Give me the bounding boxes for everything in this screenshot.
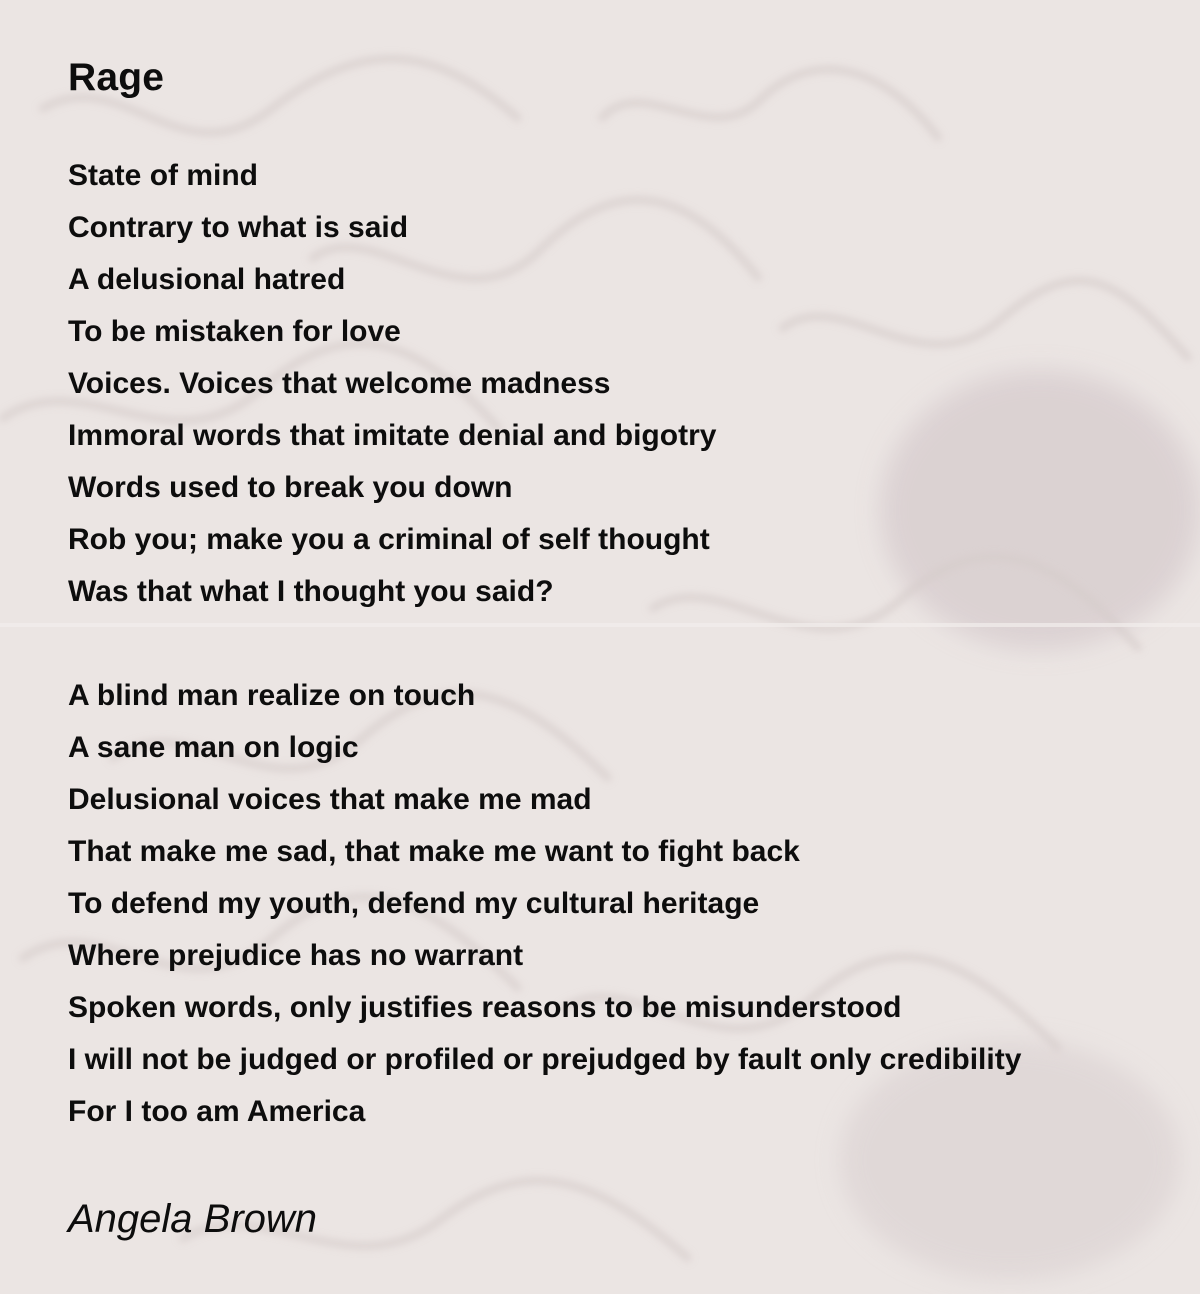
poem-line: To be mistaken for love — [68, 315, 401, 348]
stanza-1 — [68, 150, 716, 618]
poem-line: Delusional voices that make me mad — [68, 783, 592, 816]
poem-line: I will not be judged or profiled or prejudged by fault only credibility — [68, 1043, 1022, 1076]
poem-line: Words used to break you down — [68, 471, 513, 504]
poem-line: To defend my youth, defend my cultural heritage — [68, 887, 760, 920]
poem-line: A delusional hatred — [68, 263, 346, 296]
poem-line: Rob you; make you a criminal of self thought — [68, 523, 710, 556]
poem-line: Contrary to what is said — [68, 211, 409, 244]
poem-line: That make me sad, that make me want to fight back — [68, 835, 800, 868]
poem-line: State of mind — [68, 159, 259, 192]
poem-line: A blind man realize on touch — [68, 679, 476, 712]
poem-line: Spoken words, only justifies reasons to be misunderstood — [68, 991, 902, 1024]
poem-line: Was that what I thought you said? — [68, 575, 554, 608]
poem-line: A sane man on logic — [68, 731, 359, 764]
poem-line: Voices. Voices that welcome madness — [68, 367, 611, 400]
poem-author: Angela Brown — [68, 1197, 318, 1241]
poem-title: Rage — [68, 56, 165, 99]
poem-line: Where prejudice has no warrant — [68, 939, 524, 972]
stanza-2 — [68, 670, 1021, 1138]
poem-line: Immoral words that imitate denial and bigotry — [68, 419, 717, 452]
poem-line: For I too am America — [68, 1095, 366, 1128]
